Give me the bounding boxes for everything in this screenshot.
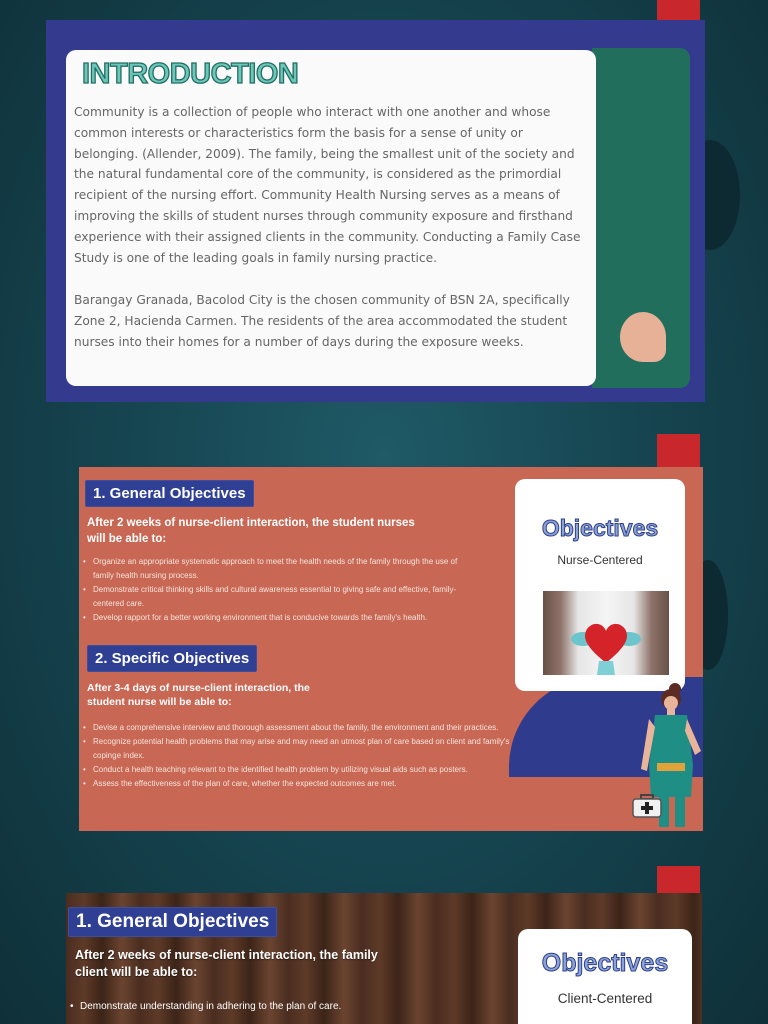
list-item: • Recognize potential health problems that may arise and may need an utmost plan of care based on client and family's copinge index. bbox=[93, 735, 513, 763]
decorative-blob-icon bbox=[620, 312, 666, 362]
red-accent-tab bbox=[657, 434, 700, 468]
general-objectives-heading: 1. General Objectives bbox=[68, 907, 277, 937]
objectives-title: Objectives bbox=[541, 515, 659, 541]
heart-in-hands-photo bbox=[543, 591, 669, 675]
specific-objectives-list bbox=[83, 721, 513, 791]
intro-paragraph-2: Barangay Granada, Bacolod City is the chosen community of BSN 2A, specifically Zone 2, Hacienda Carmen. The residents of the area accommodated the student nurses into their homes for a number of days during the exposure weeks. bbox=[74, 293, 570, 349]
general-objectives-list bbox=[83, 555, 465, 625]
nurse-centered-objectives-slide bbox=[79, 467, 703, 831]
list-item: • Demonstrate understanding in adhering to the plan of care. bbox=[80, 999, 500, 1015]
list-item: • Develop rapport for a better working environment that is conducive towards the family's health. bbox=[93, 611, 465, 625]
intro-paragraph-1: Community is a collection of people who interact with one another and whose common interests or characteristics form the basis for a sense of unity or belonging. (Allender, 2009). The family, being the smallest unit of the society and the natural fundamental core of the community, is considered as the primordial recipient of the nursing effort. Community Health Nursing serves as a means of improving the skills of student nurses through community exposure and firsthand experience with their assigned clients in the community. Conducting a Family Case Study is one of the leading goals in family nursing practice. bbox=[74, 105, 581, 265]
specific-objectives-lead: After 3-4 days of nurse-client interaction, the student nurse will be able to: bbox=[87, 682, 310, 708]
general-objectives-lead: After 2 weeks of nurse-client interaction, the family client will be able to: bbox=[75, 948, 378, 979]
client-centered-objectives-slide bbox=[66, 893, 702, 1024]
general-objectives-heading: 1. General Objectives bbox=[85, 480, 254, 507]
objectives-subtitle: Client-Centered bbox=[557, 991, 653, 1006]
heart-in-hands-icon bbox=[543, 591, 669, 675]
objectives-title: Objectives bbox=[541, 949, 669, 977]
general-objectives-lead: After 2 weeks of nurse-client interaction, the student nurses will be able to: bbox=[87, 517, 415, 545]
specific-objectives-heading: 2. Specific Objectives bbox=[87, 645, 257, 672]
list-item: • Demonstrate critical thinking skills and cultural awareness essential to giving safe and effective, family-centered care. bbox=[93, 583, 465, 611]
client-objectives-list bbox=[70, 999, 500, 1015]
red-accent-tab bbox=[657, 0, 700, 22]
medical-kit-icon bbox=[631, 791, 663, 819]
list-item: • Assess the effectiveness of the plan of care, whether the expected outcomes are met. bbox=[93, 777, 513, 791]
intro-title: INTRODUCTION bbox=[82, 58, 299, 90]
introduction-slide bbox=[46, 20, 705, 402]
list-item: • Conduct a health teaching relevant to the identified health problem by utilizing visual aids such as posters. bbox=[93, 763, 513, 777]
list-item: • Organize an appropriate systematic approach to meet the health needs of the family through the use of family health nursing process. bbox=[93, 555, 465, 583]
objectives-subtitle: Nurse-Centered bbox=[557, 553, 643, 567]
list-item: • Devise a comprehensive interview and thorough assessment about the family, the environment and their practices. bbox=[93, 721, 513, 735]
red-accent-tab bbox=[657, 866, 700, 894]
